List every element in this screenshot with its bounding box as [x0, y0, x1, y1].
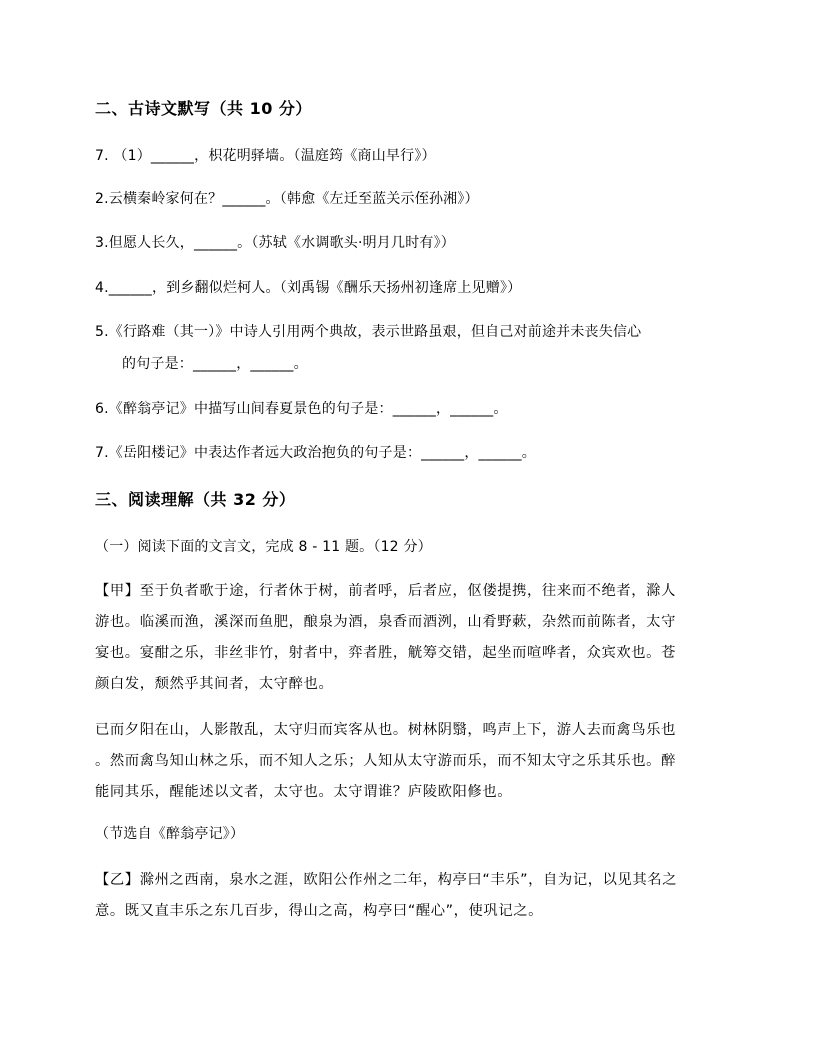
passage-line: 意。既又直丰乐之东几百步，得山之高，构亭曰“醒心”，使巩记之。	[95, 903, 544, 919]
question-item: 7.《岳阳楼记》中表达作者远大政治抱负的句子是：______，______。	[95, 445, 536, 461]
passage-source: （节选自《醉翁亭记》）	[95, 826, 245, 842]
question-item-continuation: 的句子是：______，______。	[122, 356, 308, 372]
section-2-heading: 二、古诗文默写（共 10 分）	[95, 99, 312, 118]
question-item: 5.《行路难（其一）》中诗人引用两个典故，表示世路虽艰，但自己对前途并未丧失信心	[95, 324, 642, 340]
passage-line: 颜白发，颓然乎其间者，太守醉也。	[95, 676, 334, 692]
passage-line: 宴也。宴酣之乐，非丝非竹，射者中，弈者胜，觥筹交错，起坐而喧哗者，众宾欢也。苍	[95, 645, 676, 661]
passage-line: 【乙】滁州之西南，泉水之涯，欧阳公作州之二年，构亭曰“丰乐”，自为记，以见其名之	[95, 872, 678, 888]
question-item: 4.______，到乡翻似烂柯人。（刘禹锡《酬乐天扬州初逢席上见赠》）	[95, 280, 522, 296]
section-3-heading: 三、阅读理解（共 32 分）	[95, 490, 296, 509]
passage-jia-2	[95, 715, 723, 808]
question-item: 7. （1）______，枳花明驿墙。（温庭筠《商山早行》）	[95, 148, 436, 164]
passage-line: 游也。临溪而渔，溪深而鱼肥，酿泉为酒，泉香而酒洌，山肴野蔌，杂然而前陈者，太守	[95, 614, 676, 630]
question-item: 2.云横秦岭家何在？______。（韩愈《左迁至蓝关示侄孙湘》）	[95, 191, 479, 207]
passage-line: 能同其乐，醒能述以文者，太守也。太守谓谁？庐陵欧阳修也。	[95, 784, 513, 800]
question-item: 3.但愿人长久，______。（苏轼《水调歌头·明月几时有》）	[95, 235, 456, 251]
passage-line: 已而夕阳在山，人影散乱，太守归而宾客从也。树林阴翳，鸣声上下，游人去而禽鸟乐也	[95, 722, 676, 738]
passage-line: 【甲】至于负者歌于途，行者休于树，前者呼，后者应，伛偻提携，往来而不绝者，滁人	[95, 583, 676, 599]
passage-line: 。然而禽鸟知山林之乐，而不知人之乐；人知从太守游而乐，而不知太守之乐其乐也。醉	[95, 753, 676, 769]
reading-intro: （一）阅读下面的文言文，完成 8 - 11 题。（12 分）	[95, 539, 432, 555]
passage-yi	[95, 865, 723, 927]
passage-jia	[95, 576, 723, 700]
question-item: 6.《醉翁亭记》中描写山间春夏景色的句子是：______，______。	[95, 401, 508, 417]
